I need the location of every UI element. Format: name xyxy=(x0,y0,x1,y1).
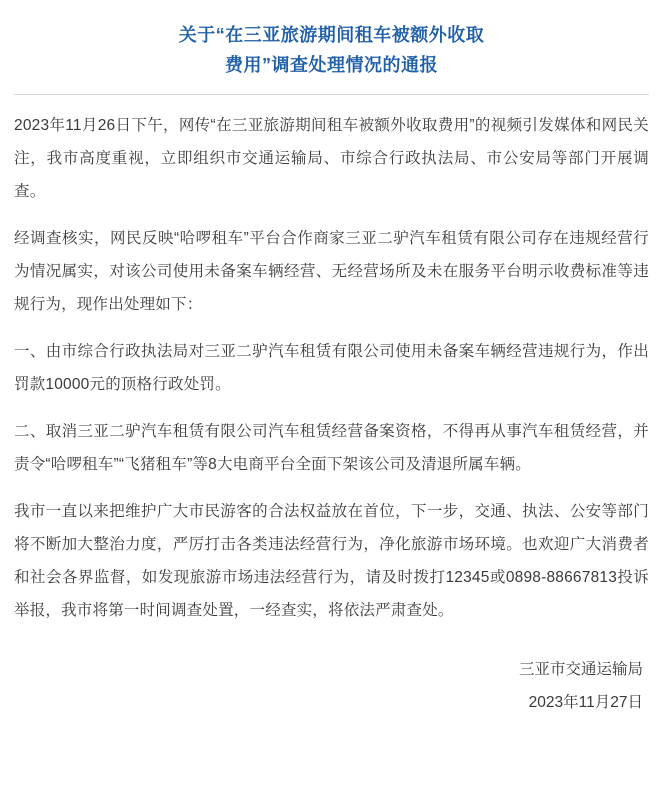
signature-date: 2023年11月27日 xyxy=(528,694,643,711)
paragraph-5: 我市一直以来把维护广大市民游客的合法权益放在首位，下一步，交通、执法、公安等部门将不断加大整治力度，严厉打击各类违法经营行为，净化旅游市场环境。也欢迎广大消费者和社会各界监督，如发现旅游市场违法经营行为，请及时拨打12345或0898-88667813投诉举报，我市将第一时间调查处置，一经查实，将依法严肃查处。 xyxy=(14,503,649,619)
page-title xyxy=(44,20,619,80)
page-title-line-2: 费用”调查处理情况的通报 xyxy=(225,55,438,75)
paragraph-3: 一、由市综合行政执法局对三亚二驴汽车租赁有限公司使用未备案车辆经营违规行为，作出罚款10000元的顶格行政处罚。 xyxy=(14,343,649,393)
signature-organization: 三亚市交通运输局 xyxy=(518,661,643,678)
page-title-line-1: 关于“在三亚旅游期间租车被额外收取 xyxy=(178,25,485,45)
paragraph-1: 2023年11月26日下午，网传“在三亚旅游期间租车被额外收取费用”的视频引发媒体和网民关注，我市高度重视，立即组织市交通运输局、市综合行政执法局、市公安局等部门开展调查。 xyxy=(14,117,649,200)
paragraph-4: 二、取消三亚二驴汽车租赁有限公司汽车租赁经营备案资格，不得再从事汽车租赁经营，并责令“哈啰租车”“飞猪租车”等8大电商平台全面下架该公司及清退所属车辆。 xyxy=(14,423,649,473)
title-divider xyxy=(14,94,649,95)
paragraph-2: 经调查核实，网民反映“哈啰租车”平台合作商家三亚二驴汽车租赁有限公司存在违规经营行为情况属实，对该公司使用未备案车辆经营、无经营场所及未在服务平台明示收费标准等违规行为，现作出处理如下： xyxy=(14,230,649,313)
signature-block xyxy=(14,653,649,719)
